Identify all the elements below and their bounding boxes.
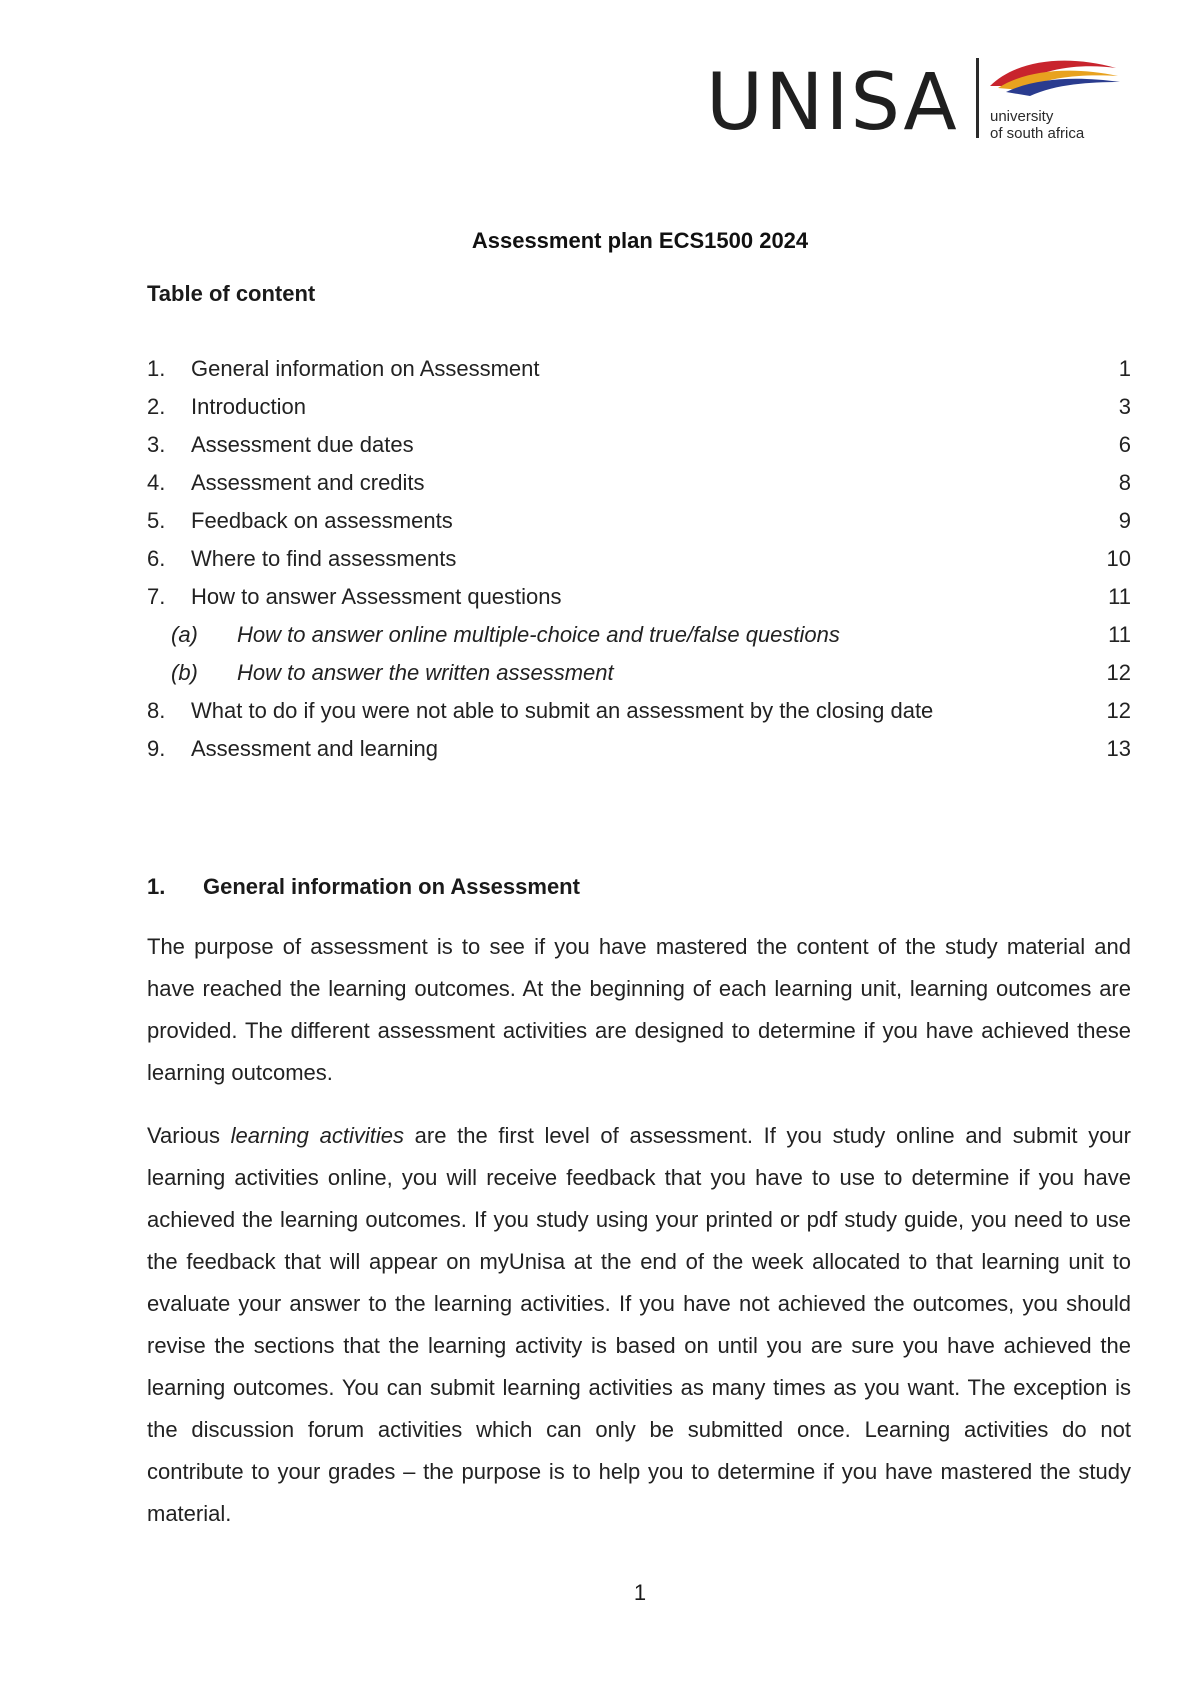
toc-item-page: 12 bbox=[1106, 698, 1131, 723]
toc-item-number: 7. bbox=[147, 584, 166, 609]
toc-item-page: 1 bbox=[1118, 356, 1131, 381]
toc-item-label: Feedback on assessments bbox=[191, 508, 453, 533]
toc-item-number: (a) bbox=[171, 622, 198, 647]
toc-item[interactable] bbox=[147, 355, 1131, 393]
toc-item[interactable] bbox=[147, 507, 1131, 545]
toc-item-number: 5. bbox=[147, 508, 166, 533]
toc-item-label: Assessment and credits bbox=[191, 470, 425, 495]
flag-swoosh-icon bbox=[986, 56, 1126, 106]
toc-item-label: What to do if you were not able to submit an assessment by the closing date bbox=[191, 698, 934, 723]
toc-item-label: Where to find assessments bbox=[191, 546, 457, 571]
toc-subitem[interactable] bbox=[147, 659, 1131, 697]
toc-item-page: 13 bbox=[1106, 736, 1131, 761]
table-of-contents bbox=[147, 355, 1131, 773]
logo-sub-line2: of south africa bbox=[990, 125, 1085, 142]
toc-item-page: 3 bbox=[1118, 394, 1131, 419]
toc-item-label: How to answer the written assessment bbox=[237, 660, 614, 685]
toc-item-label: How to answer online multiple-choice and true/false questions bbox=[237, 622, 840, 647]
section-number: 1. bbox=[147, 874, 166, 899]
unisa-logo bbox=[706, 56, 1126, 146]
toc-item[interactable] bbox=[147, 545, 1131, 583]
toc-item[interactable] bbox=[147, 735, 1131, 773]
toc-item-page: 9 bbox=[1118, 508, 1131, 533]
toc-item-label: Assessment due dates bbox=[191, 432, 414, 457]
toc-item-number: 9. bbox=[147, 736, 166, 761]
toc-item[interactable] bbox=[147, 583, 1131, 621]
toc-item-number: 2. bbox=[147, 394, 166, 419]
toc-item[interactable] bbox=[147, 431, 1131, 469]
toc-item-page: 10 bbox=[1106, 546, 1131, 571]
paragraph-lead: Various bbox=[147, 1123, 231, 1148]
toc-item-page: 8 bbox=[1118, 470, 1131, 495]
toc-item-page: 11 bbox=[1108, 584, 1131, 609]
toc-item-page: 6 bbox=[1118, 432, 1131, 457]
toc-item-label: Introduction bbox=[191, 394, 306, 419]
toc-item-number: 6. bbox=[147, 546, 166, 571]
toc-item-number: 8. bbox=[147, 698, 166, 723]
toc-item-number: 3. bbox=[147, 432, 166, 457]
toc-subitem[interactable] bbox=[147, 621, 1131, 659]
toc-item-label: How to answer Assessment questions bbox=[191, 584, 562, 609]
toc-item-label: Assessment and learning bbox=[191, 736, 439, 761]
toc-item-page: 11 bbox=[1108, 622, 1131, 647]
toc-item[interactable] bbox=[147, 469, 1131, 507]
toc-item[interactable] bbox=[147, 393, 1131, 431]
logo-subtitle bbox=[990, 108, 1084, 142]
page-number: 1 bbox=[633, 1580, 647, 1605]
toc-heading: Table of content bbox=[147, 281, 316, 306]
section-title: General information on Assessment bbox=[203, 874, 580, 899]
toc-item-page: 12 bbox=[1106, 660, 1131, 685]
logo-sub-line1: university bbox=[990, 108, 1054, 125]
body-paragraph: The purpose of assessment is to see if you have mastered the content of the study material and have reached the learning outcomes. At the beginning of each learning unit, learning outcomes are provided. The different assessment activities are designed to determine if you have achieved these learning outcomes. bbox=[147, 934, 1131, 1085]
toc-item-number: 1. bbox=[147, 356, 166, 381]
logo-wordmark: UNISA bbox=[706, 58, 959, 148]
emphasis-text: learning activities bbox=[230, 1123, 404, 1148]
toc-item-label: General information on Assessment bbox=[191, 356, 540, 381]
logo-divider bbox=[976, 58, 979, 138]
section-heading bbox=[147, 874, 580, 900]
document-title: Assessment plan ECS1500 2024 bbox=[471, 228, 809, 253]
body-paragraph bbox=[147, 1115, 1131, 1535]
toc-item[interactable] bbox=[147, 697, 1131, 735]
paragraph-rest: are the first level of assessment. If you study online and submit your learning activities online, you will receive feedback that you have to use to determine if you have achieved the learning outcomes. If you study using your printed or pdf study guide, you need to use the feedback that will appear on myUnisa at the end of the week allocated to that learning unit to evaluate your answer to the learning activities. If you have not achieved the outcomes, you should revise the sections that the learning activity is based on until you are sure you have achieved the learning outcomes. You can submit learning activities as many times as you want. The exception is the discussion forum activities which can only be submitted once. Learning activities do not contribute to your grades – the purpose is to help you to determine if you have mastered the study material. bbox=[147, 1123, 1131, 1526]
toc-item-number: 4. bbox=[147, 470, 166, 495]
toc-item-number: (b) bbox=[171, 660, 198, 685]
